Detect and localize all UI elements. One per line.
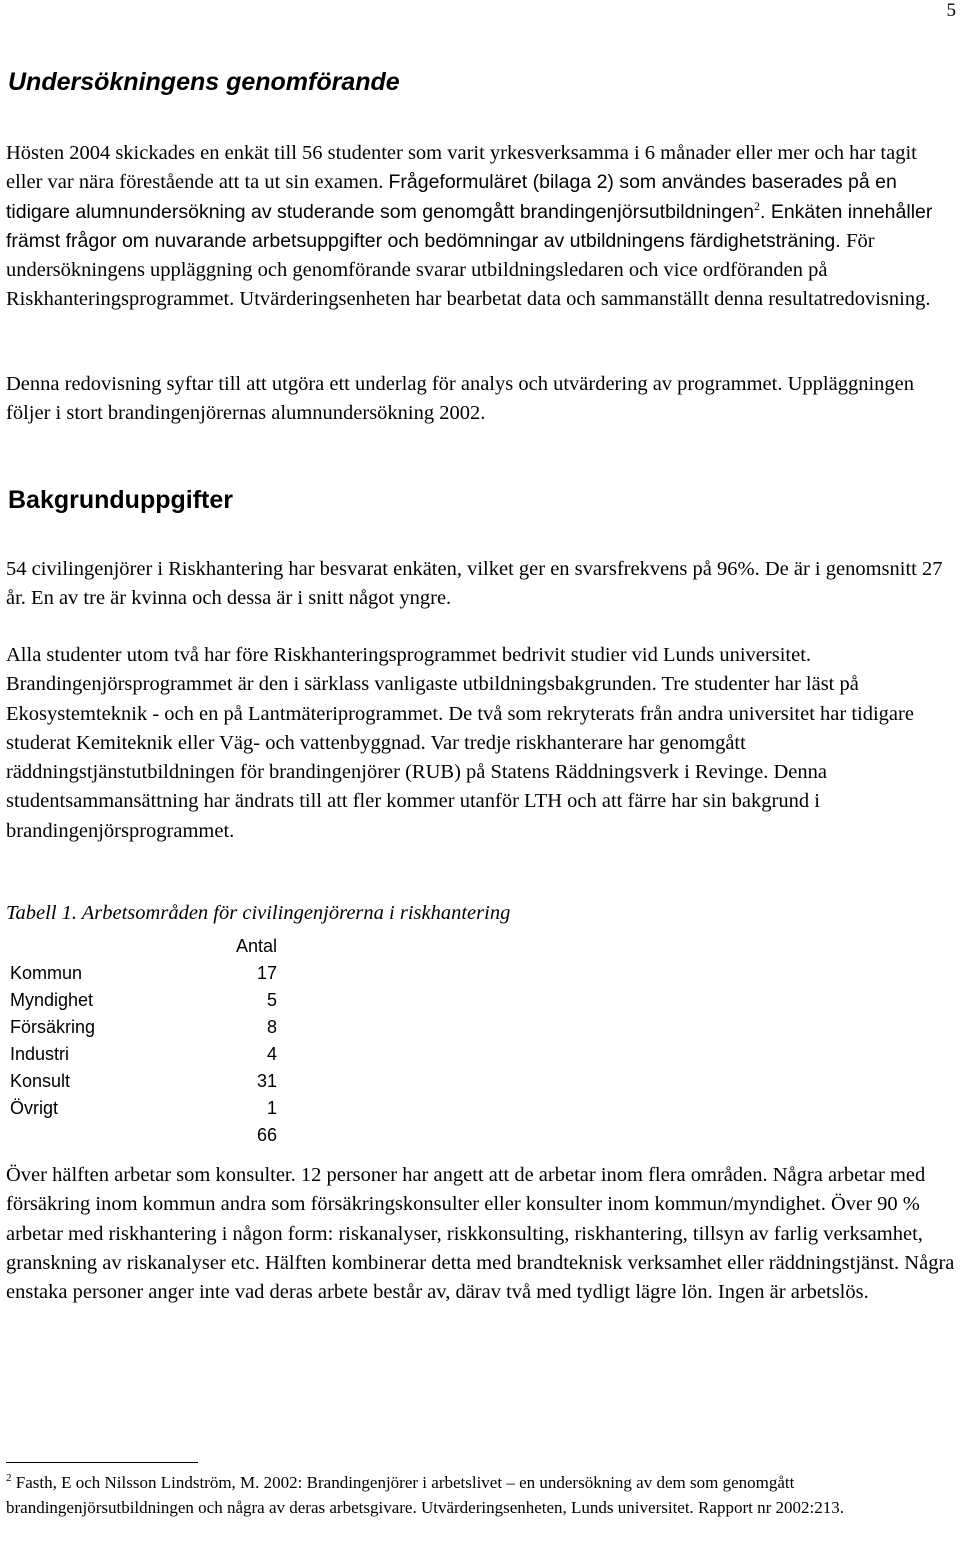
table-row-label: Myndighet: [10, 990, 94, 1010]
table-row-label: Försäkring: [10, 1017, 96, 1037]
table-row-label: Kommun: [10, 963, 83, 983]
work-area-table: [10, 933, 280, 1149]
paragraph-purpose: Denna redovisning syftar till att utgöra ett underlag för analys och utvärdering av programmet. Uppläggningen följer i stort brandingenjörernas alumnundersökning 2002.: [6, 373, 914, 425]
table-row: [10, 1014, 280, 1041]
table-row: [10, 1041, 280, 1068]
table-row-value: 17: [256, 963, 277, 983]
table-row-label: Konsult: [10, 1071, 71, 1091]
table-row: [10, 987, 280, 1014]
section-heading-genomforande: Undersökningens genomförande: [8, 68, 400, 96]
table-row: [10, 960, 280, 987]
footnote-text: Fasth, E och Nilsson Lindström, M. 2002: Brandingenjörer i arbetslivet – en undersökning av dem som genomgått brandingenjörsutbildningen och några av deras arbetsgivare. Utvärderingsenheten, Lunds universitet. Rapport nr 2002:213.: [6, 1473, 844, 1517]
table-caption: Tabell 1. Arbetsområden för civilingenjörerna i riskhantering: [6, 902, 511, 924]
intro-text-part1: Hösten 2004 skickades en enkät till 56 studenter som varit yrkesverksamma i 6 månader eller mer och har tagit eller var nära förestående att ta ut sin examen.: [6, 142, 917, 194]
table-row-value: 4: [266, 1044, 277, 1064]
intro-text-part2: Frågeformuläret (bilaga 2) som användes baserades på en tidigare alumnundersökning av studerande som genomgått brandingenjörsutbildningen: [6, 171, 897, 223]
table-row-label: Industri: [10, 1044, 70, 1064]
table-row-value: 1: [266, 1098, 277, 1118]
section-heading-bakgrund: Bakgrunduppgifter: [8, 486, 233, 514]
table-total-value: 66: [256, 1125, 277, 1145]
table-row: [10, 1095, 280, 1122]
table-column-header: Antal: [235, 936, 277, 956]
footnote: [6, 1471, 956, 1520]
paragraph-work-areas: Över hälften arbetar som konsulter. 12 personer har angett att de arbetar inom flera områden. Några arbetar med försäkring inom kommun andra som försäkringskonsulter eller konsulter inom kommun/myndighet. Över 90 % arbetar med riskhantering i någon form: riskanalyser, riskkonsulting, riskhantering, tillsyn av farlig verksamhet, granskning av riskanalyser etc. Hälften kombinerar detta med brandteknisk verksamhet eller räddningstjänst. Några enstaka personer anger inte vad deras arbete består av, därav två med tydligt lägre lön. Ingen är arbetslös.: [6, 1164, 955, 1304]
intro-text-part4: För undersökningens uppläggning och genomförande svarar utbildningsledaren och vice ordföranden på Riskhanteringsprogrammet. Utvärderingsenheten har bearbetat data och sammanställt denna resultatredovisning.: [6, 229, 931, 311]
paragraph-intro: [6, 139, 956, 315]
table-total-row: [10, 1122, 280, 1149]
table-row: [10, 1068, 280, 1095]
table-row-value: 31: [256, 1071, 277, 1091]
table-row-value: 8: [266, 1017, 277, 1037]
footnote-marker: 2: [6, 1472, 12, 1484]
table-header-row: [10, 933, 280, 960]
table-row-label: Övrigt: [10, 1098, 59, 1118]
footnote-divider: [6, 1462, 198, 1463]
footnote-reference[interactable]: 2: [754, 198, 760, 213]
table-row-value: 5: [266, 990, 277, 1010]
paragraph-background: Alla studenter utom två har före Riskhanteringsprogrammet bedrivit studier vid Lunds universitet. Brandingenjörsprogrammet är den i särklass vanligaste utbildningsbakgrunden. Tre studenter har läst på Ekosystemteknik - och en på Lantmäteriprogrammet. De två som rekryterats från andra universitet har tidigare studerat Kemiteknik eller Väg- och vattenbyggnad. Var tredje riskhanterare har genomgått räddningstjänstutbildningen för brandingenjörer (RUB) på Statens Räddningsverk i Revinge. Denna studentsammansättning har ändrats till att fler kommer utanför LTH och att färre har sin bakgrund i brandingenjörsprogrammet.: [6, 644, 914, 842]
paragraph-respondents: 54 civilingenjörer i Riskhantering har besvarat enkäten, vilket ger en svarsfrekvens på 96%. De är i genomsnitt 27 år. En av tre är kvinna och dessa är i snitt något yngre.: [6, 558, 943, 610]
page-number: 5: [946, 0, 956, 21]
intro-text-part3: . Enkäten innehåller främst frågor om nuvarande arbetsuppgifter och bedömningar av utbildningens färdighetsträning.: [6, 200, 933, 252]
